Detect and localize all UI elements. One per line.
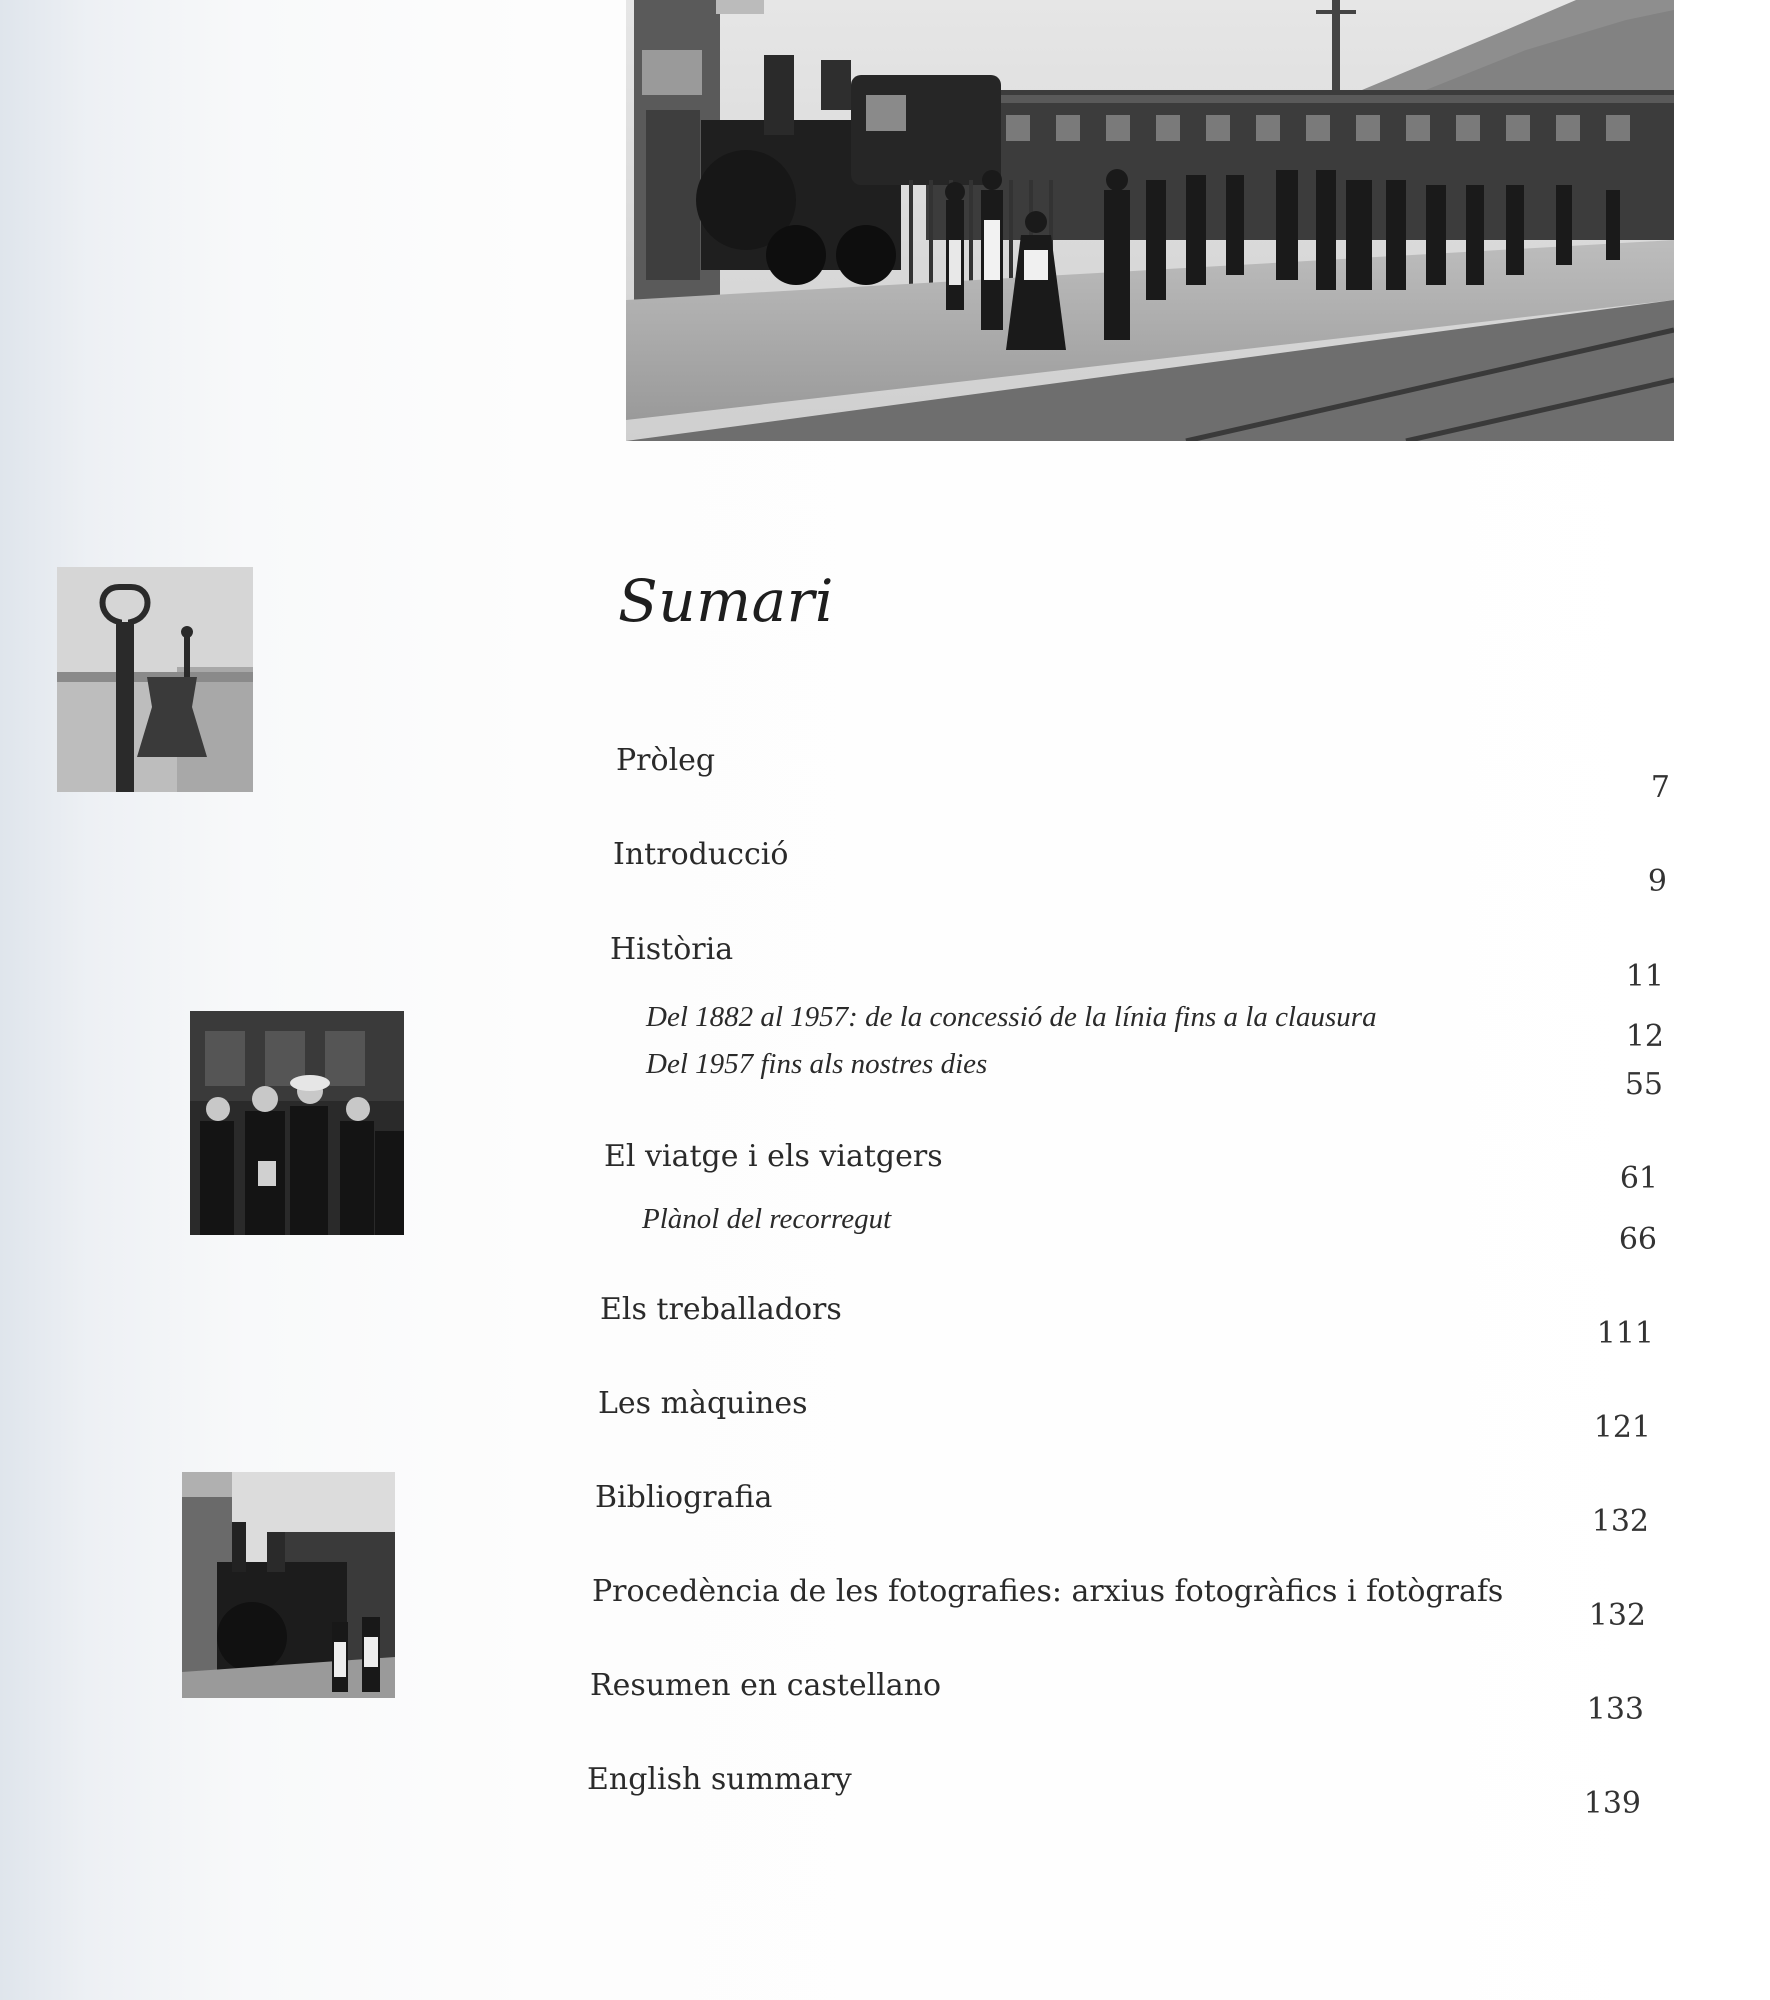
toc-entry-page: 139 [1583,1786,1641,1821]
toc-entry-label: Introducció [613,837,789,872]
toc-entry-label: English summary [587,1762,852,1797]
toc-subentry-label: Del 1882 al 1957: de la concessió de la línia fins a la clausura [646,1001,1377,1033]
toc-subentry-label: Plànol del recorregut [642,1203,892,1235]
toc-entry-page: 61 [1619,1161,1658,1196]
page-title: Sumari [618,567,834,635]
passengers-photo [190,1011,404,1235]
toc-entry-page: 132 [1588,1598,1646,1633]
toc-entry-label: Pròleg [616,743,716,778]
toc-entry-page: 111 [1596,1316,1654,1351]
toc-entry-label: El viatge i els viatgers [604,1139,943,1174]
toc-entry-label: Els treballadors [600,1292,842,1327]
locomotive-photo [182,1472,395,1698]
toc-entry-label: Procedència de les fotografies: arxius fotogràfics i fotògrafs [592,1574,1504,1609]
toc-entry-page: 132 [1591,1504,1649,1539]
toc-entry-page: 7 [1650,770,1670,805]
toc-entry-label: Història [610,932,734,967]
train-station-photo [626,0,1674,441]
lamp-post-photo [57,567,253,792]
toc-entry-page: 12 [1625,1019,1664,1054]
toc-entry-page: 9 [1647,864,1667,899]
toc-entry-page: 55 [1624,1067,1663,1102]
toc-entry-page: 11 [1625,959,1664,994]
toc-entry-label: Les màquines [598,1386,808,1421]
toc-entry-label: Bibliografia [595,1480,773,1515]
toc-entry-page: 133 [1586,1692,1644,1727]
toc-entry-page: 66 [1618,1222,1657,1257]
toc-subentry-label: Del 1957 fins als nostres dies [646,1048,988,1080]
toc-entry-label: Resumen en castellano [590,1668,942,1703]
toc-entry-page: 121 [1593,1410,1651,1445]
